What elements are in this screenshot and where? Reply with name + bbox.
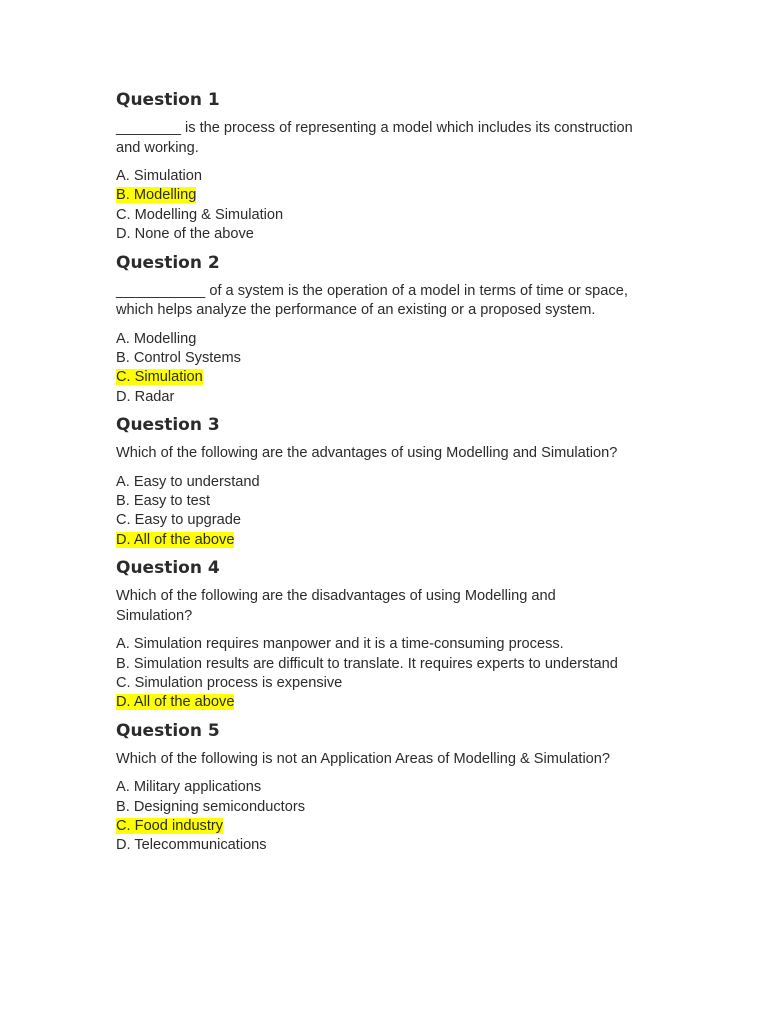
option-c [116, 674, 596, 693]
option-d [116, 531, 656, 550]
question-3 [116, 413, 656, 550]
question-5 [116, 719, 656, 856]
option-text: D. Radar [116, 388, 175, 405]
option-d [116, 693, 596, 712]
option-d [116, 836, 656, 855]
option-text: A. Simulation [116, 168, 202, 184]
option-text: C. Modelling & Simulation [116, 206, 284, 223]
option-text: A. Military applications [116, 779, 262, 796]
question-text: Which of the following is not an Application Areas of Modelling & Simulation? [116, 750, 611, 767]
option-a [116, 473, 656, 492]
options-list [116, 635, 618, 713]
option-c [116, 206, 641, 225]
option-b [116, 492, 656, 511]
option-a [116, 167, 641, 186]
option-text: B. Designing semiconductors [116, 798, 305, 815]
question-1 [116, 88, 641, 245]
question-title: Question 1 [116, 90, 220, 110]
option-d [116, 225, 641, 244]
option-text-highlighted: D. All of the above [116, 694, 235, 711]
option-text: C. Simulation process is expensive [116, 674, 343, 691]
option-text-highlighted: D. All of the above [116, 531, 235, 548]
option-b [116, 186, 641, 205]
question-2 [116, 251, 641, 408]
options-list [116, 473, 656, 551]
question-title: Question 3 [116, 415, 220, 436]
option-text-highlighted: C. Simulation [116, 369, 203, 386]
option-text: D. None of the above [116, 226, 254, 243]
option-text: A. Modelling [116, 330, 197, 347]
option-b [116, 349, 641, 368]
option-c [116, 511, 656, 530]
question-text: ________ is the process of representing a model which includes its construction and working. [116, 120, 633, 156]
option-c [116, 817, 656, 836]
option-d [116, 388, 641, 407]
option-b [116, 655, 618, 674]
option-a [116, 778, 656, 797]
question-title: Question 4 [116, 558, 220, 579]
option-text: A. Simulation requires manpower and it is a time-consuming process. [116, 636, 564, 653]
option-a [116, 635, 596, 654]
options-list [116, 167, 641, 245]
question-text: Which of the following are the disadvantages of using Modelling and Simulation? [116, 588, 556, 624]
option-c [116, 368, 641, 387]
question-text: ___________ of a system is the operation of a model in terms of time or space, which helps analyze the performance of an existing or a proposed system. [116, 282, 628, 319]
question-text: Which of the following are the advantages of using Modelling and Simulation? [116, 445, 618, 462]
question-title: Question 2 [116, 252, 220, 273]
option-text: B. Control Systems [116, 349, 241, 366]
option-b [116, 798, 656, 817]
question-4 [116, 556, 618, 713]
option-text: D. Telecommunications [116, 837, 267, 854]
option-text: B. Simulation results are difficult to translate. It requires experts to understand [116, 655, 618, 672]
quiz-document [116, 88, 656, 862]
option-text-highlighted: C. Food industry [116, 818, 224, 835]
option-text: B. Easy to test [116, 493, 211, 510]
options-list [116, 778, 656, 856]
question-title: Question 5 [116, 720, 220, 741]
option-text: C. Easy to upgrade [116, 512, 241, 529]
option-text: A. Easy to understand [116, 473, 260, 490]
options-list [116, 330, 641, 408]
option-a [116, 330, 641, 349]
option-text-highlighted: B. Modelling [116, 187, 197, 204]
